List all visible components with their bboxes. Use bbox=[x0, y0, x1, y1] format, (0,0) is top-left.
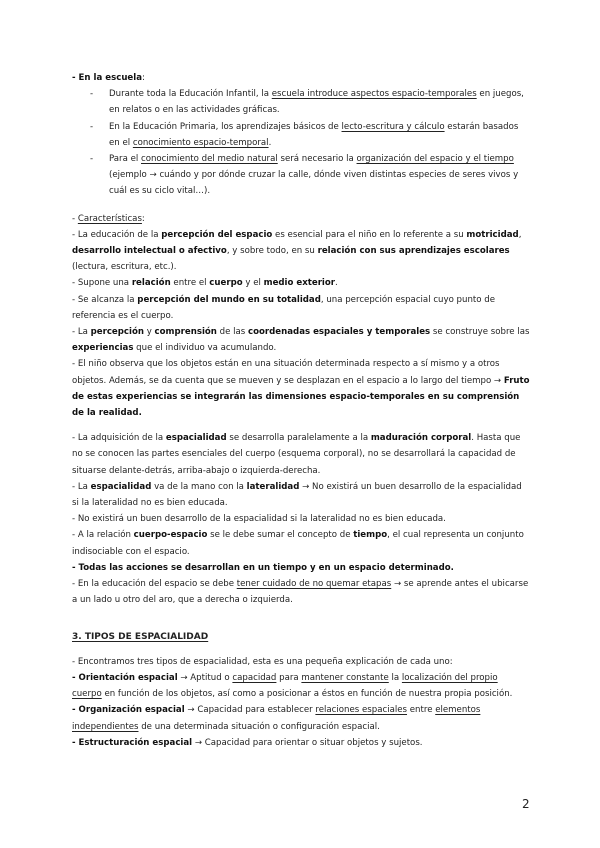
espacialidad-p5: - Todas las acciones se desarrollan en un tiempo y en un espacio determinado. bbox=[72, 562, 454, 573]
tipos-intro: - Encontramos tres tipos de espacialidad, esta es una pequeña explicación de cada uno: bbox=[72, 656, 453, 667]
caracteristicas-label: - Características: bbox=[72, 213, 145, 224]
escuela-item-1: - Durante toda la Educación Infantil, la escuela introduce aspectos espacio-temporales en juegos, en relatos o en las actividades gráficas. bbox=[90, 89, 524, 116]
tipos-estructuracion: - Estructuración espacial → Capacidad para orientar o situar objetos y sujetos. bbox=[72, 737, 423, 748]
espacialidad-p1: - La adquisición de la espacialidad se desarrolla paralelamente a la maduración corporal. Hasta que no se conocen las partes esenciales del cuerpo (esquema corporal), no se desarrollará la capacidad de situarse delante-detrás, arriba-abajo o izquierda-derecha. bbox=[72, 433, 521, 476]
espacialidad-p3: - No existirá un buen desarrollo de la espacialidad si la lateralidad no es bien educada. bbox=[72, 514, 446, 525]
espacialidad-p2: - La espacialidad va de la mano con la lateralidad → No existirá un buen desarrollo de la espacialidad si la lateralidad no es bien educada. bbox=[72, 481, 522, 509]
caracteristicas-p2: - Supone una relación entre el cuerpo y el medio exterior. bbox=[72, 278, 338, 289]
page-number: 2 bbox=[522, 797, 530, 811]
tipos-organizacion: - Organización espacial → Capacidad para establecer relaciones espaciales entre elementos independientes de una determinada situación o configuración espacial. bbox=[72, 705, 481, 732]
caracteristicas-p5: - El niño observa que los objetos están en una situación determinada respecto a sí mismo y a otros objetos. Además, se da cuenta que se mueven y se desplazan en el espacio a lo largo del tiempo → Fruto de estas experiencias se integrarán las dimensiones espacio-temporales en su comprensión de la realidad. bbox=[72, 359, 530, 419]
document-page bbox=[72, 70, 530, 751]
caracteristicas-p4: - La percepción y comprensión de las coordenadas espaciales y temporales se construye sobre las experiencias que el individuo va acumulando. bbox=[72, 327, 530, 354]
escuela-item-3: - Para el conocimiento del medio natural será necesario la organización del espacio y el tiempo (ejemplo → cuándo y por dónde cruzar la calle, dónde viven distintas especies de seres vivos y cuál es su ciclo vital…). bbox=[90, 154, 519, 197]
tipos-orientacion: - Orientación espacial → Aptitud o capacidad para mantener constante la localización del propio cuerpo en función de los objetos, así como a posicionar a éstos en función de nuestra propia posición. bbox=[72, 672, 513, 700]
espacialidad-p6: - En la educación del espacio se debe tener cuidado de no quemar etapas → se aprende antes el ubicarse a un lado u otro del aro, que a derecha o izquierda. bbox=[72, 579, 529, 606]
escuela-title: - En la escuela: bbox=[72, 73, 145, 83]
caracteristicas-p3: - Se alcanza la percepción del mundo en su totalidad, una percepción espacial cuyo punto de referencia es el cuerpo. bbox=[72, 294, 496, 321]
section-heading: 3. TIPOS DE ESPACIALIDAD bbox=[72, 631, 209, 642]
escuela-item-2: - En la Educación Primaria, los aprendizajes básicos de lecto-escritura y cálculo estarán basados en el conocimiento espacio-temporal. bbox=[90, 121, 519, 148]
caracteristicas-p1: - La educación de la percepción del espacio es esencial para el niño en lo referente a su motricidad, desarrollo intelectual o afectivo, y sobre todo, en su relación con sus aprendizajes escolares (lectura, escritura, etc.). bbox=[72, 229, 522, 273]
espacialidad-p4: - A la relación cuerpo-espacio se le debe sumar el concepto de tiempo, el cual representa un conjunto indisociable con el espacio. bbox=[72, 530, 524, 557]
